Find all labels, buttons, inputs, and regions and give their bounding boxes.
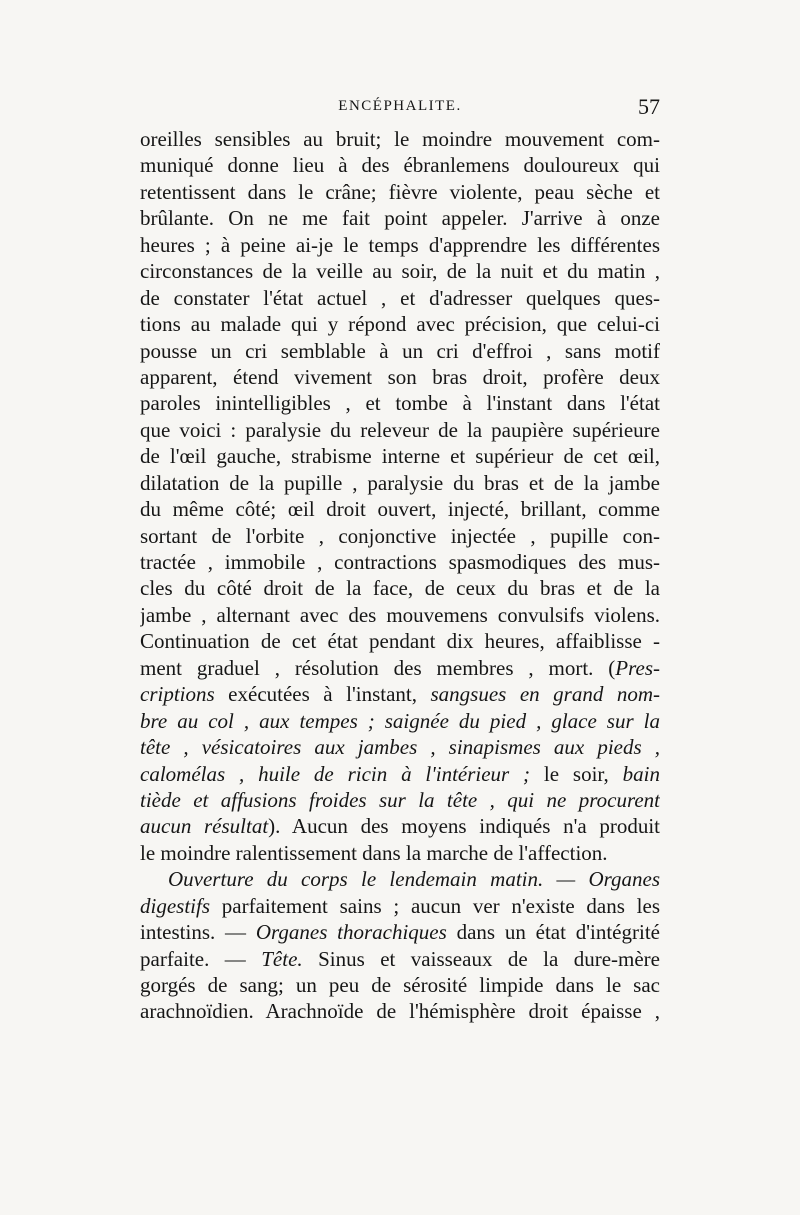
text-line — [140, 602, 660, 628]
text-run: cles du côté droit de la face, de ceux du bras et de la — [140, 576, 660, 601]
page-number: 57 — [638, 94, 660, 119]
text-line — [140, 708, 660, 734]
text-line — [140, 628, 660, 654]
text-run: arachnoïdien. Arachnoïde de l'hémisphère droit épaisse , — [140, 999, 660, 1024]
text-line — [140, 417, 660, 443]
text-run: dans un état d'intégrité — [446, 920, 660, 945]
italic-run: sangsues en grand nom- — [430, 682, 660, 707]
text-run: de l'œil gauche, strabisme interne et supérieur de cet œil, — [140, 444, 660, 469]
text-run: ). Aucun des moyens indiqués n'a produit — [268, 814, 660, 839]
text-line — [140, 813, 660, 839]
text-run: le soir, — [530, 761, 623, 786]
text-line — [140, 390, 660, 416]
text-run: que voici : paralysie du releveur de la paupière supérieure — [140, 417, 660, 442]
text-line — [140, 998, 660, 1024]
text-line — [140, 232, 660, 258]
text-run: dilatation de la pupille , paralysie du bras et de la jambe — [140, 470, 660, 495]
italic-run: tête , vésicatoires aux jambes , sinapismes aux pieds , — [140, 735, 660, 760]
text-line — [140, 919, 660, 945]
text-line — [140, 126, 660, 152]
text-line — [140, 258, 660, 284]
text-line — [140, 761, 660, 787]
text-run: retentissent dans le crâne; fièvre violente, peau sèche et — [140, 179, 660, 204]
text-run: apparent, étend vivement son bras droit, profère deux — [140, 364, 660, 389]
text-run: paroles inintelligibles , et tombe à l'instant dans l'état — [140, 391, 660, 416]
italic-run: aucun résultat — [140, 814, 269, 839]
italic-run: digestifs — [140, 893, 211, 918]
text-run: brûlante. On ne me fait point appeler. J'arrive à onze — [140, 206, 660, 231]
text-run: parfaite. — — [140, 946, 262, 971]
text-run: tions au malade qui y répond avec précision, que celui-ci — [140, 312, 660, 337]
text-run: heures ; à peine ai-je le temps d'apprendre les différentes — [140, 232, 660, 257]
text-run: circonstances de la veille au soir, de la nuit et du matin , — [140, 259, 660, 284]
text-line — [140, 946, 660, 972]
text-line — [140, 787, 660, 813]
italic-run: Tête. — [261, 946, 303, 971]
text-line — [140, 205, 660, 231]
italic-run: bain — [622, 761, 660, 786]
text-run: oreilles sensibles au bruit; le moindre mouvement com- — [140, 127, 660, 151]
italic-run: tiède et affusions froides sur la tête , qui ne procurent — [140, 787, 660, 812]
text-line — [140, 285, 660, 311]
text-run: Continuation de cet état pendant dix heures, affaiblisse - — [140, 629, 660, 654]
italic-run: Ouverture du corps le lendemain matin. — Organes — [168, 867, 660, 892]
text-run: Sinus et vaisseaux de la dure-mère — [302, 946, 660, 971]
text-run: sortant de l'orbite , conjonctive injectée , pupille con- — [140, 523, 660, 548]
italic-run: calomélas , huile de ricin à l'intérieur ; — [140, 761, 531, 786]
italic-run: Organes thorachiques — [255, 920, 447, 945]
text-line — [140, 152, 660, 178]
text-line — [140, 496, 660, 522]
text-run: gorgés de sang; un peu de sérosité limpide dans le sac — [140, 973, 660, 997]
text-line — [140, 893, 660, 919]
text-run: tractée , immobile , contractions spasmodiques des mus- — [140, 550, 660, 574]
text-line — [140, 364, 660, 390]
italic-run: bre au col , aux tempes ; saignée du pied , glace sur la — [140, 708, 660, 733]
text-run: jambe , alternant avec des mouvemens convulsifs violens. — [140, 602, 660, 627]
text-line — [140, 179, 660, 205]
text-run: du même côté; œil droit ouvert, injecté, brillant, comme — [140, 497, 660, 522]
text-run: ment graduel , résolution des membres , mort. ( — [140, 655, 616, 680]
text-line — [140, 866, 660, 892]
running-title: ENCÉPHALITE. — [338, 98, 462, 114]
text-line — [140, 681, 660, 707]
running-head — [140, 94, 660, 120]
italic-run: criptions — [140, 682, 215, 707]
text-line — [140, 311, 660, 337]
text-line — [140, 443, 660, 469]
text-line — [140, 840, 660, 866]
text-line — [140, 549, 660, 575]
italic-run: Pres- — [615, 655, 660, 680]
text-line — [140, 575, 660, 601]
text-line — [140, 338, 660, 364]
text-run: pousse un cri semblable à un cri d'effroi , sans motif — [140, 338, 660, 363]
text-run: de constater l'état actuel , et d'adresser quelques ques- — [140, 285, 660, 310]
text-line — [140, 655, 660, 681]
text-run: parfaitement sains ; aucun ver n'existe dans les — [210, 893, 660, 918]
text-line — [140, 734, 660, 760]
text-run: le moindre ralentissement dans la marche de l'affection. — [140, 840, 608, 865]
text-line — [140, 470, 660, 496]
text-run: exécutées à l'instant, — [214, 682, 431, 707]
text-line — [140, 523, 660, 549]
body-text — [140, 126, 660, 1025]
text-run: muniqué donne lieu à des ébranlemens douloureux qui — [140, 153, 660, 178]
text-run: intestins. — — [140, 920, 256, 945]
text-line — [140, 972, 660, 998]
